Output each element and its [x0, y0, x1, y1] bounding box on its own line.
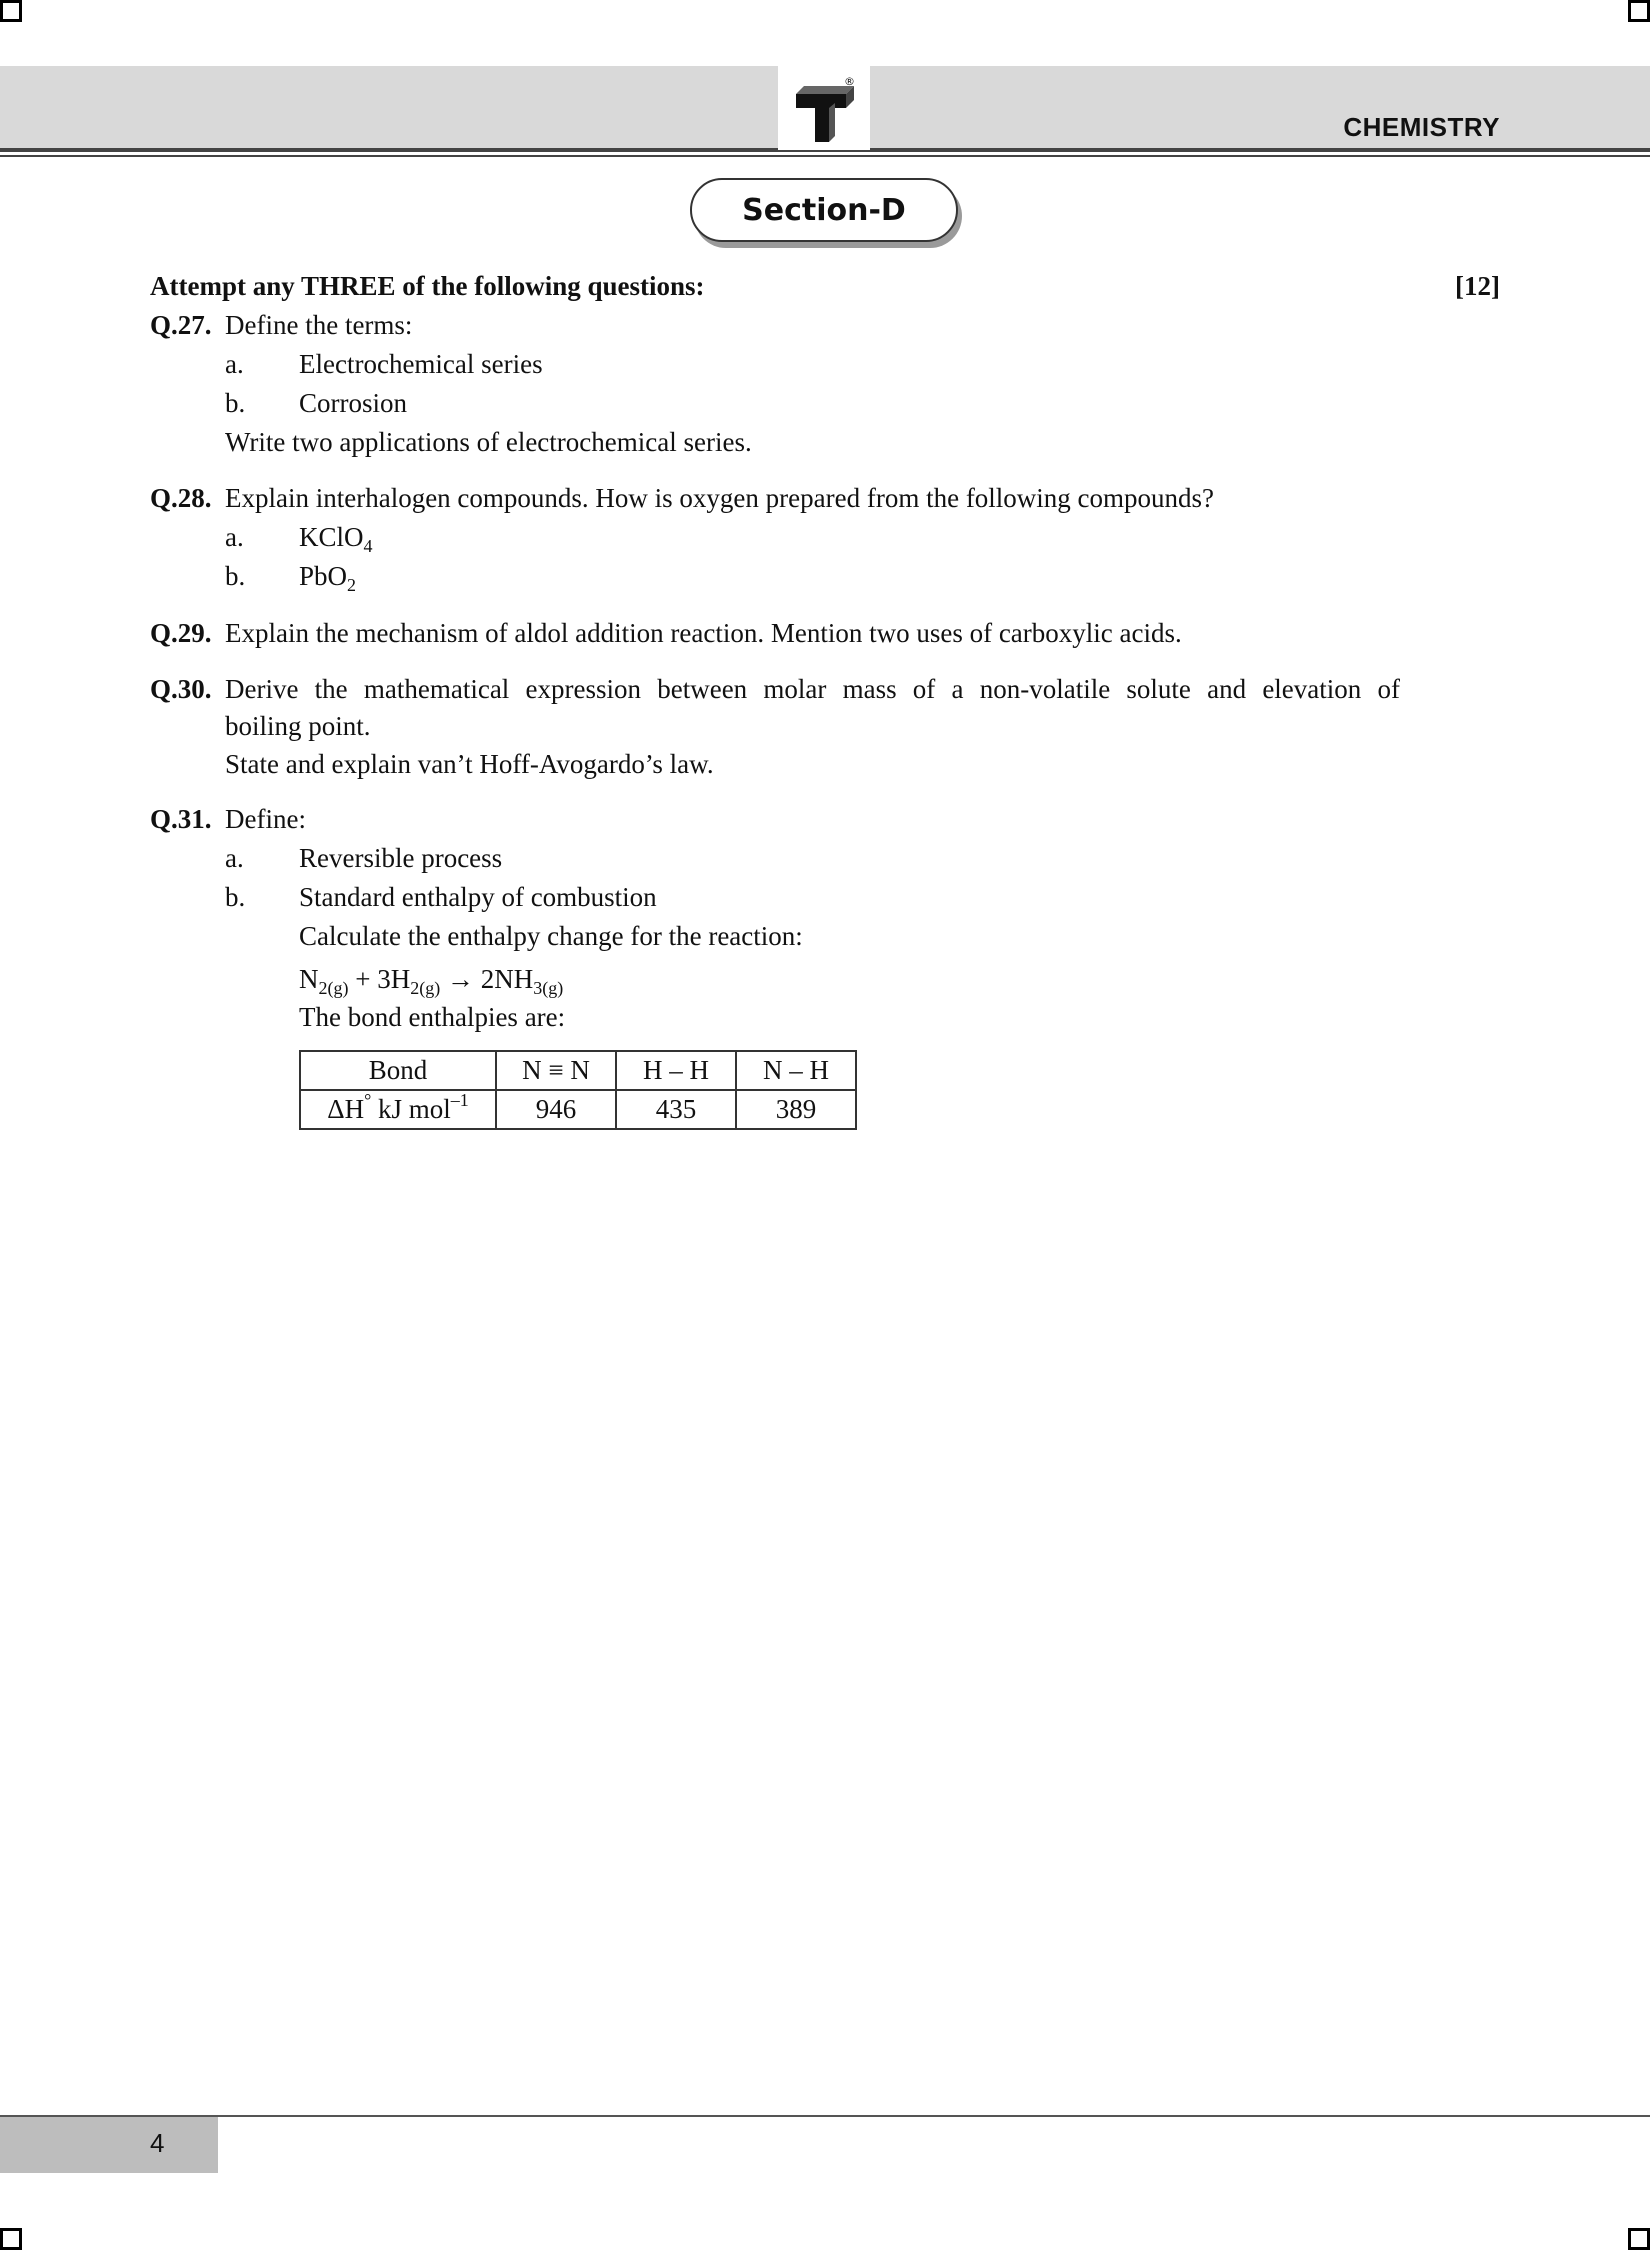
question-30-number — [150, 670, 225, 709]
publisher-logo — [778, 66, 870, 150]
svg-text:®: ® — [844, 76, 855, 88]
subject-title: CHEMISTRY — [1343, 112, 1500, 142]
option-label: b. — [225, 882, 246, 912]
table-header-cell: H – H — [616, 1051, 736, 1090]
question-text: Explain the mechanism of aldol addition reaction. Mention two uses of carboxylic acids. — [225, 618, 1182, 648]
q27-extra: Write two applications of electrochemical series. — [225, 427, 752, 457]
option-label: a. — [225, 522, 244, 552]
table-cell: 946 — [496, 1090, 616, 1129]
crop-mark-bottom-right — [1628, 2228, 1650, 2250]
table-header-cell: Bond — [300, 1051, 496, 1090]
section-marks: [12] — [1455, 271, 1500, 301]
option-text: Standard enthalpy of combustion — [299, 882, 657, 912]
crop-mark-bottom-left — [0, 2228, 22, 2250]
option-label: b. — [225, 561, 246, 591]
question-number: Q.27. — [150, 310, 212, 340]
footer-page-box — [0, 2117, 218, 2173]
option-label: b. — [225, 388, 246, 418]
crop-mark-top-left — [0, 0, 22, 22]
page-number: 4 — [150, 2128, 165, 2158]
table-cell: 435 — [616, 1090, 736, 1129]
option-formula: PbO$_2$ — [299, 561, 357, 595]
question-29 — [150, 614, 1182, 653]
option-formula: KClO$_4$ — [299, 522, 373, 556]
section-title: Section-D — [690, 178, 958, 242]
question-30-line-1: Derive the mathematical expression between molar mass of a non-volatile solute and elevation of — [225, 674, 1400, 704]
question-number: Q.30. — [150, 674, 212, 704]
question-text: Explain interhalogen compounds. How is oxygen prepared from the following compounds? — [225, 483, 1215, 513]
option-label: a. — [225, 843, 244, 873]
table-row — [300, 1090, 856, 1129]
table-header-cell: N ≡ N — [496, 1051, 616, 1090]
logo-t-icon — [790, 76, 860, 144]
option-label: a. — [225, 349, 244, 379]
option-text: Reversible process — [299, 843, 503, 873]
question-text: Define: — [225, 804, 306, 834]
bond-enthalpy-intro: The bond enthalpies are: — [299, 1002, 566, 1032]
question-number: Q.31. — [150, 804, 212, 834]
table-header-cell: N – H — [736, 1051, 856, 1090]
question-27 — [150, 306, 412, 345]
question-30-line-3: State and explain van’t Hoff-Avogardo’s law. — [225, 749, 714, 779]
option-text: Electrochemical series — [299, 349, 543, 379]
table-cell: 389 — [736, 1090, 856, 1129]
option-text: Corrosion — [299, 388, 407, 418]
reaction-equation: $N_{2(g)} + 3H_{2(g)} \to 2NH_{3(g)}$ — [299, 964, 564, 998]
header-rule-thin — [0, 155, 1650, 157]
table-row-label: ΔH° kJ mol$^{-1}$ — [300, 1090, 496, 1129]
table-header-row — [300, 1051, 856, 1090]
question-31 — [150, 800, 306, 839]
q31-calc-prompt: Calculate the enthalpy change for the reaction: — [299, 921, 803, 951]
question-number: Q.29. — [150, 618, 212, 648]
question-number: Q.28. — [150, 483, 212, 513]
footer-rule — [0, 2115, 1650, 2117]
question-text: Define the terms: — [225, 310, 413, 340]
crop-mark-top-right — [1628, 0, 1650, 22]
instruction-text: Attempt any THREE of the following questions: — [150, 271, 705, 301]
bond-enthalpy-table — [299, 1050, 857, 1130]
question-30-line-2: boiling point. — [225, 711, 371, 741]
question-28 — [150, 479, 1214, 518]
